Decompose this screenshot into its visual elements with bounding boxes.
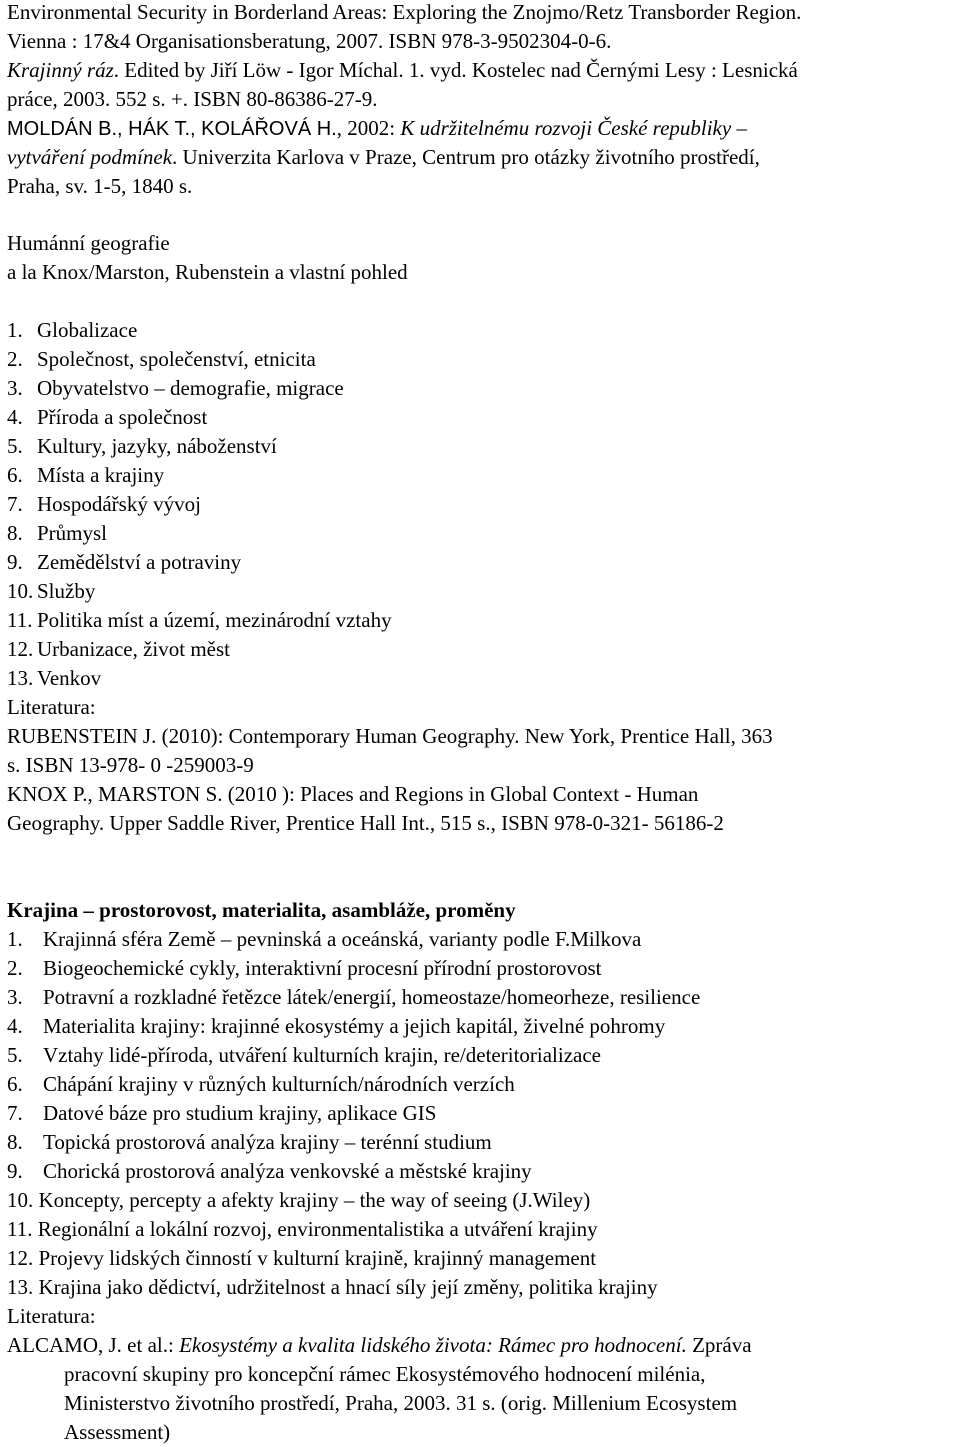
item-number: 12. <box>7 637 34 661</box>
item-text: Příroda a společnost <box>37 405 208 429</box>
item-text: Biogeochemické cykly, interaktivní procesní přírodní prostorovost <box>43 956 602 980</box>
humanni-literatura-label: Literatura: <box>7 695 96 719</box>
list-item <box>7 519 107 548</box>
ref-alcamo-rest: Zpráva <box>686 1333 752 1357</box>
item-number: 3. <box>7 985 23 1009</box>
ref-moldan-title-part2: vytváření podmínek <box>7 145 173 169</box>
item-text: Globalizace <box>37 318 138 342</box>
ref-alcamo-line4: Assessment) <box>64 1420 171 1444</box>
humanni-heading: Humánní geografie <box>7 231 170 255</box>
list-item <box>7 1012 665 1041</box>
list-item <box>7 1041 601 1070</box>
item-number: 7. <box>7 1101 23 1125</box>
list-item <box>7 1070 515 1099</box>
list-item <box>7 490 201 519</box>
item-number: 8. <box>7 521 23 545</box>
item-text: Venkov <box>37 666 102 690</box>
item-text: Projevy lidských činností v kulturní krajině, krajinný management <box>38 1246 597 1270</box>
list-item <box>7 664 101 693</box>
ref-moldan-year: , 2002: <box>336 116 401 140</box>
krajina-literatura-label: Literatura: <box>7 1304 96 1328</box>
item-number: 1. <box>7 927 23 951</box>
ref-moldan-line2 <box>7 143 760 172</box>
item-text: Průmysl <box>37 521 108 545</box>
item-text: Hospodářský vývoj <box>37 492 201 516</box>
item-text: Kultury, jazyky, náboženství <box>37 434 277 458</box>
ref-moldan-line1 <box>7 114 747 144</box>
ref-krajinny-raz-line1 <box>7 56 798 85</box>
item-number: 5. <box>7 434 23 458</box>
ref-moldan-title-part1: K udržitelnému rozvoji České republiky – <box>400 116 747 140</box>
item-text: Potravní a rozkladné řetězce látek/energií, homeostaze/homeorheze, resilience <box>43 985 701 1009</box>
list-item <box>7 403 207 432</box>
ref-alcamo-line2: pracovní skupiny pro koncepční rámec Ekosystémového hodnocení milénia, <box>64 1362 706 1386</box>
list-item <box>7 374 344 403</box>
item-number: 3. <box>7 376 23 400</box>
item-text: Vztahy lidé-příroda, utváření kulturních krajin, re/deteritorializace <box>43 1043 602 1067</box>
list-item <box>7 954 602 983</box>
item-text: Datové báze pro studium krajiny, aplikace GIS <box>43 1101 437 1125</box>
list-item <box>7 1186 590 1215</box>
list-item <box>7 548 241 577</box>
list-item <box>7 345 316 374</box>
ref-alcamo-line1 <box>7 1331 752 1360</box>
item-text: Koncepty, percepty a afekty krajiny – the way of seeing (J.Wiley) <box>38 1188 591 1212</box>
list-item <box>7 577 95 606</box>
ref-knox-line1: KNOX P., MARSTON S. (2010 ): Places and Regions in Global Context - Human <box>7 782 699 806</box>
humanni-subheading: a la Knox/Marston, Rubenstein a vlastní pohled <box>7 260 408 284</box>
ref-alcamo-title: Ekosystémy a kvalita lidského života: Rámec pro hodnocení. <box>179 1333 687 1357</box>
ref-moldan-line3: Praha, sv. 1-5, 1840 s. <box>7 174 193 198</box>
item-number: 11. <box>7 608 33 632</box>
list-item <box>7 1157 532 1186</box>
item-number: 9. <box>7 1159 23 1183</box>
item-number: 11. <box>7 1217 33 1241</box>
item-text: Společnost, společenství, etnicita <box>37 347 316 371</box>
list-item <box>7 635 230 664</box>
item-text: Chápání krajiny v různých kulturních/národních verzích <box>43 1072 515 1096</box>
item-number: 10. <box>7 1188 34 1212</box>
item-number: 10. <box>7 579 34 603</box>
ref-alcamo-authors: ALCAMO, J. et al.: <box>7 1333 180 1357</box>
ref-krajinny-raz-line2: práce, 2003. 552 s. +. ISBN 80-86386-27-9. <box>7 87 378 111</box>
list-item <box>7 461 164 490</box>
item-text: Politika míst a území, mezinárodní vztahy <box>37 608 392 632</box>
list-item <box>7 606 392 635</box>
item-text: Zemědělství a potraviny <box>37 550 242 574</box>
list-item <box>7 432 277 461</box>
ref-environmental-security-line2: Vienna : 17&4 Organisationsberatung, 2007. ISBN 978-3-9502304-0-6. <box>7 29 612 53</box>
item-text: Topická prostorová analýza krajiny – terénní studium <box>43 1130 492 1154</box>
krajina-heading: Krajina – prostorovost, materialita, asambláže, proměny <box>7 898 516 922</box>
list-item <box>7 983 700 1012</box>
list-item <box>7 1244 596 1273</box>
item-text: Krajinná sféra Země – pevninská a oceánská, varianty podle F.Milkova <box>43 927 642 951</box>
item-number: 13. <box>7 666 34 690</box>
ref-environmental-security-line1: Environmental Security in Borderland Areas: Exploring the Znojmo/Retz Transborder Region. <box>7 0 802 24</box>
list-item <box>7 1099 436 1128</box>
ref-knox-line2: Geography. Upper Saddle River, Prentice Hall Int., 515 s., ISBN 978-0-321- 56186-2 <box>7 811 724 835</box>
item-number: 6. <box>7 1072 23 1096</box>
list-item <box>7 316 137 345</box>
ref-alcamo-line3: Ministerstvo životního prostředí, Praha, 2003. 31 s. (orig. Millenium Ecosystem <box>64 1391 738 1415</box>
item-number: 13. <box>7 1275 34 1299</box>
ref-krajinny-raz-rest: . Edited by Jiří Löw - Igor Míchal. 1. vyd. Kostelec nad Černými Lesy : Lesnická <box>113 58 798 82</box>
item-text: Obyvatelstvo – demografie, migrace <box>37 376 344 400</box>
item-number: 4. <box>7 405 23 429</box>
item-text: Materialita krajiny: krajinné ekosystémy a jejich kapitál, živelné pohromy <box>43 1014 666 1038</box>
list-item <box>7 1128 492 1157</box>
list-item <box>7 925 641 954</box>
item-number: 7. <box>7 492 23 516</box>
item-number: 2. <box>7 347 23 371</box>
list-item <box>7 1273 658 1302</box>
list-item <box>7 1215 598 1244</box>
item-number: 6. <box>7 463 23 487</box>
item-text: Urbanizace, život měst <box>37 637 230 661</box>
ref-moldan-rest: . Univerzita Karlova v Praze, Centrum pro otázky životního prostředí, <box>172 145 760 169</box>
item-number: 9. <box>7 550 23 574</box>
item-number: 1. <box>7 318 23 342</box>
item-number: 8. <box>7 1130 23 1154</box>
item-text: Místa a krajiny <box>37 463 165 487</box>
item-text: Chorická prostorová analýza venkovské a městské krajiny <box>43 1159 532 1183</box>
item-number: 2. <box>7 956 23 980</box>
ref-krajinny-raz-title: Krajinný ráz <box>7 58 114 82</box>
item-text: Služby <box>37 579 96 603</box>
item-text: Regionální a lokální rozvoj, environmentalistika a utváření krajiny <box>37 1217 598 1241</box>
item-text: Krajina jako dědictví, udržitelnost a hnací síly její změny, politika krajiny <box>38 1275 658 1299</box>
ref-moldan-authors: MOLDÁN B., HÁK T., KOLÁŘOVÁ H. <box>7 118 337 140</box>
ref-rubenstein-line2: s. ISBN 13-978- 0 -259003-9 <box>7 753 254 777</box>
item-number: 5. <box>7 1043 23 1067</box>
item-number: 12. <box>7 1246 34 1270</box>
ref-rubenstein-line1: RUBENSTEIN J. (2010): Contemporary Human Geography. New York, Prentice Hall, 363 <box>7 724 773 748</box>
item-number: 4. <box>7 1014 23 1038</box>
